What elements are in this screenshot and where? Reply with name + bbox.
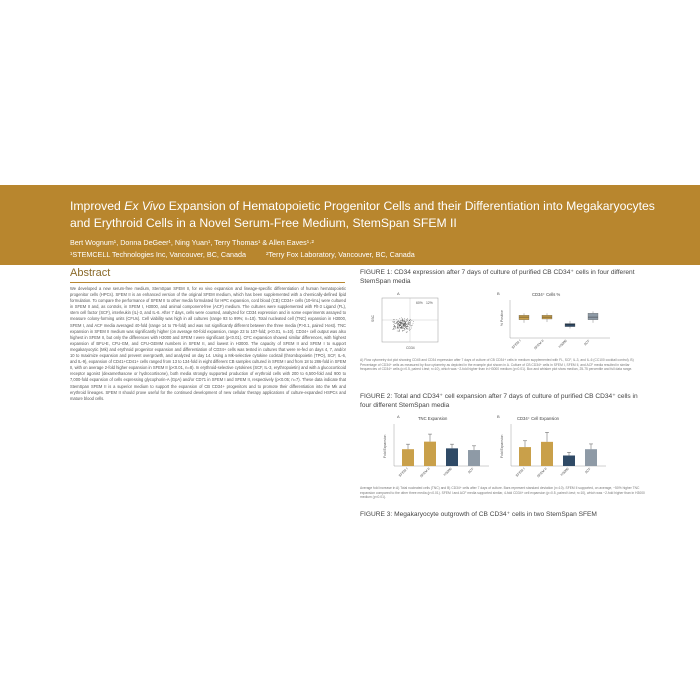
flow-dot [402, 318, 403, 319]
x-tick: ACF [584, 466, 592, 475]
flow-dot [403, 326, 404, 327]
flow-dot [410, 320, 411, 321]
flow-dot [407, 332, 408, 333]
flow-dot [394, 322, 395, 323]
flow-dot [413, 321, 414, 322]
flow-dot [397, 323, 398, 324]
flow-dot [407, 325, 408, 326]
flow-dot [401, 317, 402, 318]
flow-dot [400, 321, 401, 322]
flow-dot [412, 320, 413, 321]
flow-dot [404, 321, 405, 322]
flow-dot [400, 320, 401, 321]
flow-dot [398, 321, 399, 322]
flow-dot [408, 323, 409, 324]
x-tick: H3000 [442, 466, 453, 477]
flow-dot [403, 330, 404, 331]
flow-dot [407, 321, 408, 322]
flow-dot [410, 325, 411, 326]
flow-dot [409, 324, 410, 325]
flow-dot [405, 327, 406, 328]
title-part2: Expansion of Hematopoietic Progenitor Cells and their Differentiation into Megakaryocytes and Erythroid Cells in a Novel Serum-Free Medium, StemSpan SFEM II [70, 199, 655, 230]
box-2 [565, 324, 575, 327]
flow-dot [395, 323, 396, 324]
flow-dot [398, 323, 399, 324]
flow-dot [400, 322, 401, 323]
flow-dot [396, 319, 397, 320]
flow-dot [404, 326, 405, 327]
flow-dot [401, 328, 402, 329]
flow-dot [402, 328, 403, 329]
flow-dot [407, 326, 408, 327]
x-tick: SFEM I [514, 466, 526, 478]
fig1-ylabel: % Positive [500, 310, 504, 326]
flow-dot [409, 330, 410, 331]
flow-dot [398, 326, 399, 327]
flow-dot [405, 329, 406, 330]
flow-dot [400, 324, 401, 325]
x-tick: SFEM I [397, 466, 409, 478]
flow-dot [410, 325, 411, 326]
bar-2 [446, 448, 458, 466]
x-tick: ACF [467, 466, 475, 475]
fig1-x-tick: ACF [583, 338, 591, 347]
flow-dot [393, 321, 394, 322]
flow-dot [404, 322, 405, 323]
fig1-chart-title: CD34⁺ Cells % [532, 292, 561, 297]
flow-dot [404, 318, 405, 319]
flow-dot [402, 320, 403, 321]
flow-dot [406, 328, 407, 329]
flow-dot [393, 322, 394, 323]
flow-dot [398, 327, 399, 328]
flow-dot [404, 321, 405, 322]
flow-dot [403, 327, 404, 328]
flow-dot [400, 328, 401, 329]
fig1-x-tick: SFEM II [533, 338, 545, 351]
flow-dot [401, 322, 402, 323]
flow-dot [409, 320, 410, 321]
flow-dot [394, 326, 395, 327]
flow-dot [405, 326, 406, 327]
figure1-note: A) Flow cytometry dot plot showing CD45 and CD34 expression after 7 days of culture of CB CD34+ cells in medium supplemented with FL, SCF, IL-3, and IL-6 (CC100 cocktail control). B) Percentage of CD34+ cells as measured by flow cytometry as depicted in the example plot shown in A. Culture of CB CD34+ cells in SFEM I, SFEM II, and ACF media resulted in similar frequencies of CD34+ cells (p>0.5, paired t-test; n=10), which was ~2-fold higher than in H3000 medium (p<0.01). Box and whisker plot show median, 25-75 percentile and full data range. [360, 358, 634, 372]
flow-dot [401, 323, 402, 324]
flow-dot [395, 328, 396, 329]
fig1-boxplot [510, 300, 610, 350]
bar-0 [519, 447, 531, 466]
flow-dot [404, 323, 405, 324]
authors-block [70, 237, 670, 261]
flow-dot [400, 322, 401, 323]
flow-dot [407, 323, 408, 324]
flow-dot [399, 322, 400, 323]
flow-dot [406, 327, 407, 328]
flow-dot [397, 331, 398, 332]
flow-dot [401, 327, 402, 328]
bar-3 [468, 450, 480, 466]
bar-1 [424, 442, 436, 466]
abstract-text: We developed a new serum-free medium, StemSpan SFEM II, for ex vivo expansion and lineage-specific differentiation of human hematopoietic progenitor cells (HPCs). SFEM II is an enhanced version of the original SFEM medium, which has been supplemented with a chemically-defined lipid formulation. To compare the performance of SFEM II to other media formulated for HPC expansion, cord blood (CB) CD34+ cells (10⁴/mL) were cultured in SFEM II and, as controls, in SFEM I, H3000, and animal component-free (ACF) medium. The cultures were supplemented with Flt-3 Ligand (FL), stem cell factor (SCF), interleukin (IL)-3, and IL-6. After 7 days, cells were counted, analyzed for CD34 expression and in some experiments assayed to measure colony-forming units (CFUs). Cell viability was high in all cultures (range 93 to 99%; n=10). Total nucleated cell (TNC) expansion in H3000, SFEM I, and ACF media averaged 40-fold (range 14 to 76-fold) and was not significantly different between the three media (P>0.1, paired t-test). TNC expansion in SFEM II medium was significantly higher (on average 60-fold expansion, range 23 to 107-fold; p<0.01, n=10). CD34+ cell output was also highest in SFEM II, but only the differences with H3000 and SFEM I were significant (p<0.01). CFC expansion showed similar differences, with highest expansion of BFU-E, CFU-GM, and CFU-GEMM numbers in SFEM II, and lowest in H3000. The capacity of SFEM II and SFEM I to support megakaryocytic (Mk) and erythroid progenitor expansion and differentiation of CD34+ cells was tested in cultures that were re-fed on days 4, 7, and/or 10 to maximize expansion and prevent overgrowth, and analyzed on day 14. Using a Mk-selective cytokine cocktail (thrombopoietin (TPO), SCF, IL-6, and IL-9), expansion of CD41+CD41+ cells ranged from 13 to 134-fold in eight different CB samples cultured in SFEM I and from 18 to 286-fold in SFEM II, with on average 2-fold higher expansion in SFEM II (p<0.01, n=8). In erythroid-selective cytokines (SCF, IL-3, erythropoietin) and with a glucocorticoid receptor agonist (dexamethasone or hydrocortisone), both media strongly supported production of erythroid cells with 200 to 6,500-fold and 900 to 7,000-fold expansion of cells expressing glycophorin-A (GpA) and/or CD71 in SFEM I and SFEM II, respectively (p<0.05; n=7). These data indicate that StemSpan SFEM II is a superior medium to support the expansion of CB CD34+ progenitors and to promote their differentiation into the Mk and erythroid lineages. SFEM II should prove useful for the continued development of new cellular therapy applications of culture-expanded HSPCs and mature blood cells. [70, 286, 346, 401]
flow-dot [397, 328, 398, 329]
flow-dot [406, 319, 407, 320]
fig1-panel-a-label: A [397, 291, 400, 296]
flow-dot [405, 324, 406, 325]
flow-dot [413, 323, 414, 324]
flow-dot [408, 328, 409, 329]
flow-dot [392, 329, 393, 330]
flow-dot [396, 322, 397, 323]
flow-dot [407, 325, 408, 326]
figure2-graphics [360, 412, 650, 482]
title-part1: Improved [70, 199, 125, 213]
flow-dot [408, 329, 409, 330]
flow-dot [406, 332, 407, 333]
fig2-panel-b-label: B [497, 414, 500, 419]
flow-dot [395, 327, 396, 328]
box-3 [588, 313, 598, 319]
flow-dot [394, 329, 395, 330]
affiliations [70, 249, 670, 261]
flow-dot [397, 327, 398, 328]
flow-dot [393, 324, 394, 325]
flow-dot [394, 319, 395, 320]
bar-3 [585, 449, 597, 466]
fig2-chart-b-title: CD34⁺ Cell Expansion [517, 416, 560, 421]
flow-dot [405, 324, 406, 325]
flow-dot [397, 325, 398, 326]
flow-dot [402, 319, 403, 320]
flow-dot [411, 326, 412, 327]
fig1-x-tick: H3000 [557, 338, 568, 349]
bar-2 [563, 456, 575, 467]
flow-dot [406, 326, 407, 327]
fig2-tnc-bars [394, 424, 489, 478]
flow-dot [410, 329, 411, 330]
flow-dot [403, 322, 404, 323]
flow-dot [410, 321, 411, 322]
fig1-x-tick: SFEM I [510, 338, 522, 350]
author-names: Bert Wognum¹, Donna DeGeer¹, Ning Yuan¹, Terry Thomas¹ & Allen Eaves¹·² [70, 238, 314, 247]
fig2-panel-a-label: A [397, 414, 400, 419]
flow-dot [407, 318, 408, 319]
poster-title [70, 198, 670, 232]
flow-dot [394, 327, 395, 328]
flow-dot [408, 323, 409, 324]
flow-dot [405, 322, 406, 323]
figure1-graphics [360, 288, 650, 354]
flow-dot [407, 320, 408, 321]
box-0 [519, 315, 529, 320]
flow-dot [402, 327, 403, 328]
flow-dot [394, 321, 395, 322]
fig1-panel-b-label: B [497, 291, 500, 296]
flow-dot [393, 319, 394, 320]
flow-dot [399, 330, 400, 331]
flow-dot [406, 329, 407, 330]
flow-dot [399, 318, 400, 319]
fig2-cd34-bars [511, 424, 606, 478]
flow-dot [397, 321, 398, 322]
abstract-divider [70, 282, 345, 283]
x-tick: SFEM II [536, 466, 548, 479]
title-italic: Ex Vivo [124, 199, 166, 213]
flow-dot [406, 323, 407, 324]
flow-dot [398, 321, 399, 322]
flow-dot [393, 326, 394, 327]
flow-dot [410, 319, 411, 320]
flow-dot [404, 328, 405, 329]
flow-dot [401, 326, 402, 327]
flow-dot [406, 321, 407, 322]
flow-dot [399, 331, 400, 332]
flow-dot [404, 330, 405, 331]
flow-dot [409, 329, 410, 330]
flow-dot [400, 324, 401, 325]
flow-dot [404, 324, 405, 325]
bar-0 [402, 449, 414, 466]
flow-dot [402, 331, 403, 332]
flow-q1-label: 60% [416, 301, 423, 305]
fig2-chart-a-title: TNC Expansion [418, 416, 448, 421]
flow-dot [405, 325, 406, 326]
flow-dot [402, 323, 403, 324]
flow-dot [412, 325, 413, 326]
flow-dot [401, 326, 402, 327]
flow-dot [398, 323, 399, 324]
flow-dot [395, 323, 396, 324]
flow-dot [409, 322, 410, 323]
flow-xlabel: CD34 [406, 346, 415, 350]
flow-dot [403, 328, 404, 329]
bar-1 [541, 442, 553, 466]
flow-dot [404, 326, 405, 327]
flow-dot [400, 327, 401, 328]
flow-dot [404, 325, 405, 326]
figure2-note: Average fold increase in A) Total nucleated cells (TNC) and B) CD34+ cells after 7 days of culture. Bars represent standard deviation (n=10). SFEM II supported, on average, ~50% higher TNC expansion compared to the other three media (p<0.01). SFEM I and ACF media supported similar, 4-fold CD34+ cell expansion (p=0.5, paired t-test; n=10), which was ~2-fold higher than in H3000 medium (p<0.01). [360, 486, 645, 500]
flow-dot [398, 331, 399, 332]
flow-dot [399, 329, 400, 330]
x-tick: H3000 [559, 466, 570, 477]
flow-dot [398, 320, 399, 321]
flow-dot [411, 328, 412, 329]
flow-dot [399, 328, 400, 329]
figure1-caption: FIGURE 1: CD34 expression after 7 days of culture of purified CB CD34⁺ cells in four different StemSpan media [360, 269, 635, 285]
flow-dot [402, 324, 403, 325]
flow-dot [404, 320, 405, 321]
flow-dot [397, 324, 398, 325]
x-tick: SFEM II [419, 466, 431, 479]
flow-dot [405, 325, 406, 326]
flow-dot [407, 326, 408, 327]
flow-dot [406, 320, 407, 321]
figure3-caption: FIGURE 3: Megakaryocyte outgrowth of CB CD34⁺ cells in two StemSpan SFEM [360, 511, 597, 518]
flow-dot [395, 327, 396, 328]
flow-dot [403, 324, 404, 325]
flow-dot [398, 328, 399, 329]
figure2-caption: FIGURE 2: Total and CD34⁺ cell expansion after 7 days of culture of purified CB CD34⁺ cells in four different StemSpan media [360, 393, 638, 409]
flow-dot [403, 320, 404, 321]
flow-ylabel: SSC [371, 315, 375, 322]
flow-dot [394, 321, 395, 322]
flow-dot [409, 327, 410, 328]
flow-dot [399, 325, 400, 326]
flow-dot [402, 327, 403, 328]
flow-dot [397, 322, 398, 323]
flow-dot [398, 325, 399, 326]
flow-dot [403, 323, 404, 324]
flow-dot [393, 329, 394, 330]
affiliation-2: ²Terry Fox Laboratory, Vancouver, BC, Canada [266, 250, 415, 259]
flow-q2-label: 12% [426, 301, 433, 305]
fig2-a-ylabel: Fold Expansion [383, 434, 387, 458]
affiliation-1: ¹STEMCELL Technologies Inc, Vancouver, BC, Canada [70, 250, 247, 259]
flow-dot [401, 321, 402, 322]
flow-dot [394, 325, 395, 326]
flow-dot [393, 328, 394, 329]
abstract-heading: Abstract [70, 267, 111, 279]
flow-dot [408, 326, 409, 327]
flow-dot [408, 322, 409, 323]
flow-dot [400, 325, 401, 326]
flow-dot [400, 325, 401, 326]
flow-dot [410, 323, 411, 324]
flow-dot [405, 323, 406, 324]
fig2-b-ylabel: Fold Expansion [500, 434, 504, 458]
flow-dot [402, 322, 403, 323]
